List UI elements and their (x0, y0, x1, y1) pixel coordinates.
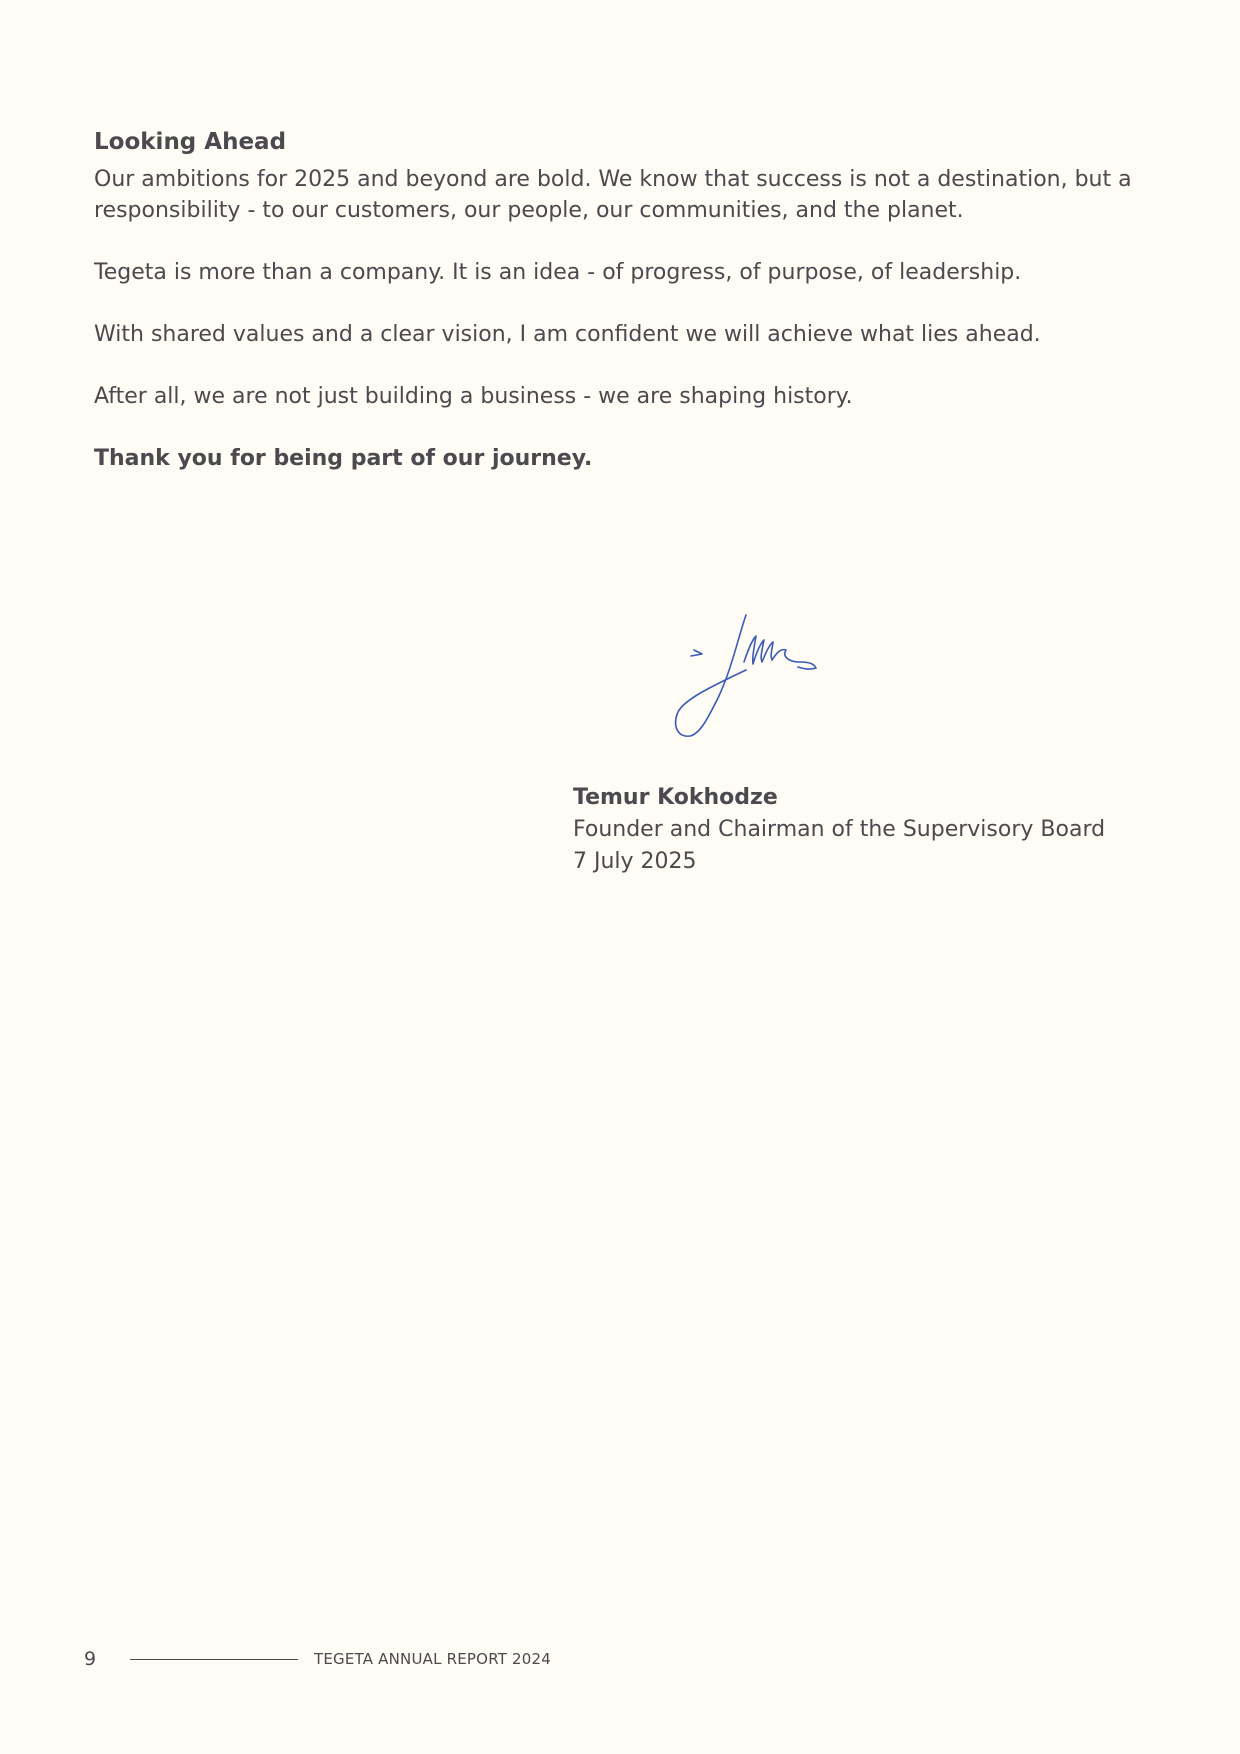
signature-stroke (676, 615, 746, 736)
closing-line: Thank you for being part of our journey. (94, 446, 593, 471)
signer-name: Temur Kokhodze (573, 785, 778, 810)
paragraph: With shared values and a clear vision, I am confident we will achieve what lies ahead. (94, 322, 1041, 347)
signature-image (660, 610, 840, 745)
letter-body (94, 126, 1154, 474)
signer-block (573, 782, 1105, 878)
section-heading: Looking Ahead (94, 129, 287, 155)
signature-date: 7 July 2025 (573, 849, 697, 874)
paragraph: After all, we are not just building a business - we are shaping history. (94, 384, 853, 409)
report-title: TEGETA ANNUAL REPORT 2024 (314, 1650, 552, 1668)
signature-stroke (744, 636, 816, 669)
paragraph: Tegeta is more than a company. It is an idea - of progress, of purpose, of leadership. (94, 260, 1022, 285)
footer-divider (130, 1659, 298, 1660)
page-number: 9 (84, 1648, 97, 1670)
signer-title: Founder and Chairman of the Supervisory Board (573, 817, 1106, 842)
signature-stroke (691, 650, 702, 656)
paragraph: Our ambitions for 2025 and beyond are bold. We know that success is not a destination, but a responsibility - to our customers, our people, our communities, and the planet. (94, 167, 1132, 223)
page-footer (84, 1644, 551, 1674)
